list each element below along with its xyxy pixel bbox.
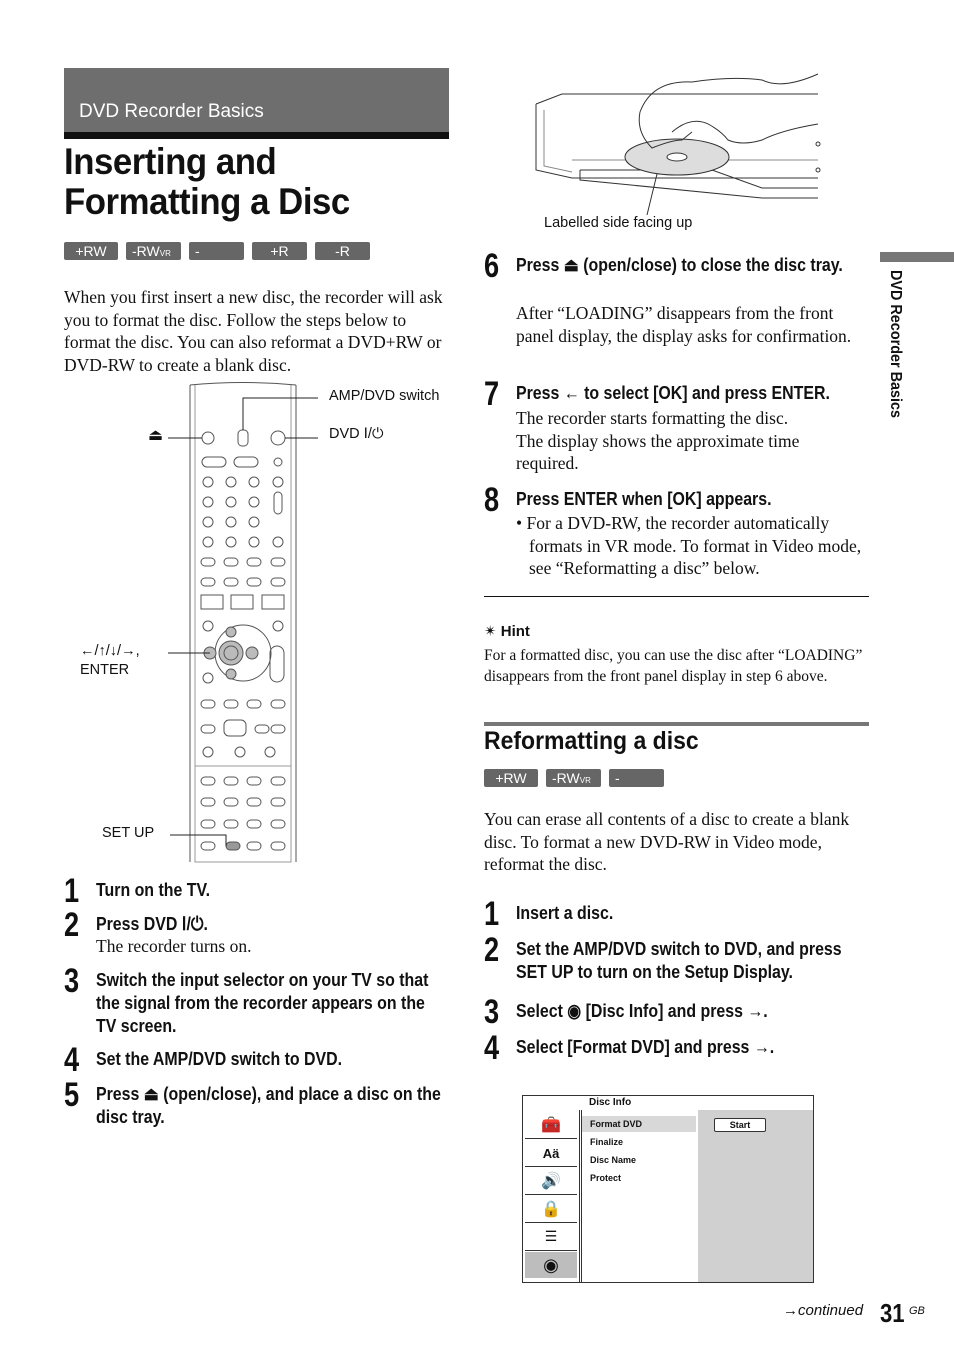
page-suffix: GB: [909, 1305, 925, 1317]
step-heading: Press DVD Ⅰ/⏻.: [96, 913, 208, 934]
badge-minus-r: -R: [315, 242, 370, 260]
badge-minus-rw-video: -RWVideo: [189, 242, 244, 260]
arrow-right-icon: →: [783, 1302, 798, 1319]
badge-plus-rw: +RW: [484, 769, 538, 787]
badge-plus-rw: +RW: [64, 242, 118, 260]
step-heading: Press ⏏ (open/close), and place a disc on the disc tray.: [96, 1083, 441, 1127]
step-number: 2: [64, 906, 80, 944]
step-heading: Press ← to select [OK] and press ENTER.: [516, 382, 830, 403]
reformat-rule: [484, 722, 869, 726]
step-number: 2: [484, 931, 500, 969]
hint-divider: [484, 596, 869, 597]
screen-options: [698, 1110, 813, 1282]
step-heading: Set the AMP/DVD switch to DVD.: [96, 1048, 343, 1069]
speaker-icon[interactable]: 🔊: [525, 1168, 577, 1195]
menu-item-disc-name[interactable]: Disc Name: [590, 1155, 637, 1165]
hint-text: For a formatted disc, you can use the disc after “LOADING” disappears from the front panel display in step 6 above.: [484, 647, 863, 685]
bulb-icon: ✴: [484, 623, 497, 640]
enter-label: ENTER: [80, 662, 130, 678]
start-button[interactable]: Start: [714, 1118, 766, 1132]
step-heading: Insert a disc.: [516, 902, 614, 923]
step-number: 7: [484, 375, 500, 413]
lock-icon[interactable]: 🔒: [525, 1196, 577, 1223]
intro-text: When you first insert a new disc, the recorder will ask you to format the disc. Follow the steps below to format the disc. You can also reformat a DVD+RW or DVD-RW to create a blank disc.: [64, 287, 443, 375]
remote-illustration: [60, 380, 460, 870]
step-number: 1: [484, 895, 500, 933]
reformat-intro: You can erase all contents of a disc to create a blank disc. To format a new DVD-RW in Video mode, reformat the disc.: [484, 809, 850, 874]
section-label: DVD Recorder Basics: [79, 101, 264, 122]
step-number: 4: [484, 1029, 500, 1067]
badge-plus-r: +R: [252, 242, 307, 260]
section-band: [64, 68, 449, 132]
step-number: 3: [484, 993, 500, 1031]
hint-label: Hint: [500, 623, 530, 640]
language-icon[interactable]: Aä: [525, 1140, 577, 1167]
step-heading: Press ENTER when [OK] appears.: [516, 488, 772, 509]
step-number: 3: [64, 962, 80, 1000]
step-description: After “LOADING” disappears from the front panel display, the display asks for confirmation.: [516, 303, 852, 346]
disc-info-screen: [522, 1095, 814, 1283]
screen-sidebar: [523, 1110, 580, 1282]
eject-icon: ⏏: [148, 427, 164, 444]
step-description: • For a DVD-RW, the recorder automatically formats in VR mode. To format in Video mode, see “Reformatting a disc” below.: [516, 513, 862, 578]
step-description: The recorder turns on.: [96, 936, 252, 956]
disc-icon[interactable]: ◉: [525, 1252, 577, 1278]
tray-caption: Labelled side facing up: [544, 215, 693, 231]
disc-tray-illustration: [532, 70, 822, 218]
toolbox-icon[interactable]: 🧰: [525, 1112, 577, 1139]
step-heading: Turn on the TV.: [96, 879, 211, 900]
reformat-badges: [484, 769, 664, 804]
screen-title: Disc Info: [589, 1097, 632, 1108]
step-number: 4: [64, 1041, 80, 1079]
step-number: 1: [64, 872, 80, 910]
format-badges: [64, 242, 370, 277]
film-icon[interactable]: ☰: [525, 1224, 577, 1251]
side-tab-label: DVD Recorder Basics: [887, 270, 904, 419]
step-heading: Select ◉ [Disc Info] and press →.: [516, 1000, 768, 1021]
side-tab-marker: [880, 252, 954, 262]
continued-label: continued: [798, 1302, 864, 1319]
step-number: 8: [484, 481, 500, 519]
step-heading: Set the AMP/DVD switch to DVD, and press SET UP to turn on the Setup Display.: [516, 938, 842, 982]
amp-dvd-switch-label: AMP/DVD switch: [329, 388, 440, 404]
section-rule: [64, 132, 449, 139]
badge-minus-rw-vr: -RWVR: [546, 769, 601, 787]
menu-item-protect[interactable]: Protect: [590, 1173, 622, 1183]
screen-menu: [581, 1110, 699, 1283]
dvd-power-label: DVD Ⅰ/⏻: [329, 426, 384, 442]
page-number: 31: [880, 1298, 905, 1328]
step-heading: Switch the input selector on your TV so that the signal from the recorder appears on the TV screen.: [96, 969, 429, 1036]
setup-label: SET UP: [102, 825, 155, 841]
menu-item-format-dvd[interactable]: Format DVD: [582, 1116, 696, 1132]
reformat-title: Reformatting a disc: [484, 727, 699, 755]
menu-item-finalize[interactable]: Finalize: [590, 1137, 624, 1147]
badge-minus-rw-video: -RWVideo: [609, 769, 664, 787]
step-description: The recorder starts formatting the disc. The display shows the approximate time required.: [516, 408, 800, 473]
step-number: 6: [484, 247, 500, 285]
step-heading: Select [Format DVD] and press →.: [516, 1036, 775, 1057]
badge-minus-rw-vr: -RWVR: [126, 242, 181, 260]
continued-note: [783, 1302, 863, 1319]
hint-heading: [484, 622, 530, 640]
step-number: 5: [64, 1076, 80, 1114]
step-heading: Press ⏏ (open/close) to close the disc tray.: [516, 254, 843, 275]
arrows-label: ←/↑/↓/→,: [80, 643, 140, 659]
page-title: Inserting and Formatting a Disc: [64, 141, 350, 222]
